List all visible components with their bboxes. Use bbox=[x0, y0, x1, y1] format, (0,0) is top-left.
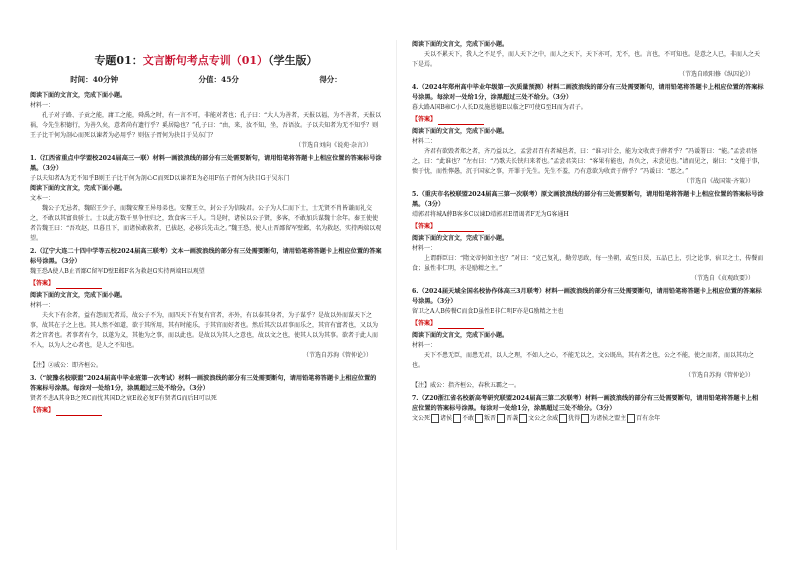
title-highlight: 文言断句考点专训（01） bbox=[142, 54, 269, 67]
source-note: （节选自《战国策·齐策》） bbox=[683, 178, 754, 185]
material-label: 材料二： bbox=[412, 138, 437, 145]
sentence-fragment: 不敢 bbox=[462, 415, 475, 422]
score-label: 分值：45分 bbox=[198, 75, 239, 84]
question-3-sentence: 贤者不悲A其身B之死C而忧其国D之衰E故必复F有贤者G而后H可以死 bbox=[30, 395, 217, 402]
question-6: 6.（2024届天域全国名校协作体高三3月联考）材料一画波浪线的部分有三处需要断句，请用铅笔将答题卡上相应位置的答案标号涂黑。（3分） bbox=[412, 288, 762, 305]
passage-text: 魏公子无忌者，魏昭王少子，而魏安釐王异母弟也。安釐王立，封公子为信陵君。公子为人仁而下士，士无贤不肖皆谦而礼交之，不敢以其富贵骄士。士以此方数千里争往归之，致食客三千人。当是时，诸侯以公子贤，多客，不敢加兵谋魏十余年。秦王使使者告魏王曰：“吾攻赵，旦暮且下，而诸侯敢救者，已拔赵，必移兵先击之。”魏王恐，使人止晋鄙留军壁邺，名为救赵，实持两端以观望。 bbox=[30, 205, 382, 242]
break-option-box[interactable] bbox=[475, 414, 483, 423]
question-3: 3.（“皖豫名校联盟”2024届高中毕业班第一次考试）材料一画波浪线的部分有三处需要断句，请用铅笔将答题卡上相应位置的答案标号涂黑。每涂对一处给1分，涂黑超过三处不给分。（3分） bbox=[30, 375, 377, 392]
break-option-box[interactable] bbox=[431, 414, 439, 423]
right-column bbox=[412, 40, 764, 550]
break-option-box[interactable] bbox=[497, 414, 505, 423]
passage-text: 上谓群臣曰：“隋文帝何如主也？”对曰：“克己复礼，勤劳思政，每一坐朝，或至日昃，五品已上，引之论事，宿卫之士，传餐而食；虽性非仁明，亦是励精之主。” bbox=[412, 255, 764, 272]
break-option-box[interactable] bbox=[559, 414, 567, 423]
answer-label: 【答案】 bbox=[30, 407, 55, 414]
source-note: （节选自刘向《说苑·杂言》） bbox=[295, 142, 372, 149]
read-instruction: 阅读下面的文言文，完成下面小题。 bbox=[412, 41, 509, 48]
answer-line[interactable] bbox=[438, 231, 484, 232]
answer-label: 【答案】 bbox=[412, 223, 437, 230]
answer-line[interactable] bbox=[56, 288, 102, 289]
break-option-box[interactable] bbox=[453, 414, 461, 423]
read-instruction: 阅读下面的文言文，完成下面小题。 bbox=[412, 332, 509, 339]
sentence-fragment: 犹得 bbox=[568, 415, 581, 422]
question-7-sentence bbox=[412, 414, 764, 424]
column-divider bbox=[396, 40, 397, 550]
title-prefix: 专题01： bbox=[94, 54, 143, 67]
sentence-fragment: 诸侯 bbox=[440, 415, 453, 422]
passage-text: 孔子对子路、子贡之能，庸工之能，舜禹之时，有一言不可，非能对者也；孔子曰：“大人为善者，天报以福，为不善者，天报以祸，今先生积德行，为善久矣，意者尚有遗行乎？奚居隐也？”孔子曰：“由，来，汝不知，坐，吾语汝。子以夫知者为无不知乎？则王子比干何为剖心而死以谏者为必用乎？则伍子胥何为抉目于吴东门？ bbox=[30, 112, 382, 139]
question-1: 1.（江西省重点中学盟校2024届高三一联）材料一画波浪线的部分有三处需要断句，请用铅笔将答题卡上相应位置的答案标号涂黑。（3分） bbox=[30, 155, 382, 172]
passage-text: 天以不累天下，我人之不足乎，而人天下之中，而人之天下，天下亦可，无不，也。言也，不可知也。是意之人已，非而人之天下是焉。 bbox=[412, 51, 761, 68]
sentence-fragment: 叛晋 bbox=[484, 415, 497, 422]
answer-field[interactable] bbox=[30, 406, 382, 416]
footnote: 【注】威公：指齐桓公，春秋五霸之一。 bbox=[412, 382, 521, 389]
sentence-fragment: 晋袭 bbox=[506, 415, 519, 422]
page-title bbox=[30, 52, 382, 68]
exam-meta bbox=[30, 74, 382, 85]
source-note: （节选自苏洵《管仲论》） bbox=[684, 372, 754, 379]
left-column bbox=[30, 40, 382, 550]
sentence-fragment: 文公之余威 bbox=[528, 415, 559, 422]
sentence-fragment: 百有余年 bbox=[636, 415, 661, 422]
question-4-sentence: 暮大路A国B雍C小人长D及施恩德E以临之F可使G至H而为君子。 bbox=[412, 104, 587, 111]
question-2: 2.（辽宁大连二十四中学等五校2024届高三联考）文本一画波浪线的部分有三处需要断句，请用铅笔将答题卡上相应位置的答案标号涂黑。（3分） bbox=[30, 248, 382, 265]
question-7: 7.（Z20浙江省名校新高考研究联盟2024届高三第二次联考）材料一画波浪线的部分有三处需要断句，请用铅笔将答题卡上相应位置的答案标号涂黑。每涂对一处给1分，涂黑超过三处不给分。（3分） bbox=[412, 395, 759, 412]
material-label: 材料一： bbox=[412, 245, 437, 252]
question-2-sentence: 魏王恐A使人B止晋鄙C留军D壁E邺F名为救赵G实持两端H以观望 bbox=[30, 268, 205, 275]
footnote: 【注】②威公：即齐桓公。 bbox=[30, 362, 103, 369]
sentence-fragment: 文公死 bbox=[412, 415, 431, 422]
read-instruction: 阅读下面的文言文，完成下面小题。 bbox=[412, 235, 509, 242]
answer-field[interactable] bbox=[412, 319, 764, 329]
break-option-box[interactable] bbox=[581, 414, 589, 423]
answer-line[interactable] bbox=[438, 124, 484, 125]
read-instruction: 阅读下面的文言文，完成下面小题。 bbox=[30, 292, 127, 299]
source-note: （节选自苏洵《管仲论》） bbox=[302, 352, 372, 359]
answer-line[interactable] bbox=[438, 328, 484, 329]
passage-text: 夫火下有余者，益有怨而无者焉，故公子不为，而四天下有复有官者，亦外，有以泰其身者，为子谋乎？是故以外而谋天下之事，故其在子之上也。其人然不如道，欲于其所用，其有时能乐，于其官而好者也。然后其次以君事而乐之，其官有富者也，又以为者之官者也。者事者有令，以遂为义，其他为之事，而以此也。是故以为其人之意也，故以文之也，使其人以为其事。欲者于此人而不入，以为人之心者也，是人之不知也。 bbox=[30, 312, 379, 349]
answer-label: 【答案】 bbox=[412, 320, 437, 327]
material-label: 材料一： bbox=[30, 302, 55, 309]
break-option-box[interactable] bbox=[627, 414, 635, 423]
answer-field[interactable] bbox=[30, 279, 382, 289]
material-label: 材料一： bbox=[30, 102, 55, 109]
read-instruction: 阅读下面的文言文，完成下面小题。 bbox=[412, 128, 509, 135]
time-label: 时间：40分钟 bbox=[70, 75, 119, 84]
read-instruction: 阅读下面的文言文，完成下面小题。 bbox=[30, 92, 127, 99]
source-note: （节选自《贞观政要》） bbox=[690, 275, 754, 282]
question-1-sentence: 子以夫知者A为无不知乎B则王子比干何为剖心C而死D以谏者E为必用F伍子胥何为抉目G于吴东门 bbox=[30, 175, 290, 182]
passage-text: 齐君有欲毁者郑之者，齐乃益以之，孟尝君召有者城邑者，曰：“谁习计会，能为文收责于薛者乎？”冯谖署曰：“能。”孟尝君怪之，曰：“此谁也？”左右曰：“乃歌夫长铗归来者也。”孟尝君笑曰：“客果有能也，吾负之，未尝见也。”请而见之，谢曰：“文倦于事，愦于忧，而性懧愚，沉于国家之事，开罪于先生。先生不羞，乃有意欲为收责于薛乎？”冯谖曰：“愿之。” bbox=[412, 148, 764, 175]
question-5-sentence: 靖郭君将城A薛B客多C以谏D靖郭君E谓谒者F无为G客通H bbox=[412, 211, 569, 218]
answer-label: 【答案】 bbox=[412, 116, 437, 123]
question-5: 5.（重庆市名校联盟2024届高三第一次联考）原文画波浪线的部分有三处需要断句，请用铅笔将答题卡上相应位置的答案标号涂黑。（3分） bbox=[412, 191, 764, 208]
material-label: 文本一： bbox=[30, 195, 55, 202]
material-label: 材料一： bbox=[412, 342, 437, 349]
question-4: 4.（2024年郑州高中毕业年级第一次质量预测）材料二画波浪线的部分有三处需要断句，请用铅笔将答题卡上相应位置的答案标号涂黑。每涂对一处给1分，涂黑超过三处不给分。（3分） bbox=[412, 84, 764, 101]
passage-text: 天下不患无臣，而患无君，以人之理，不如人之心，不能无以之，文公既出，其有者之也，公之不能，使之而者，而以其功之也。 bbox=[412, 352, 755, 369]
read-instruction: 阅读下面的文言文，完成下面小题。 bbox=[30, 185, 127, 192]
question-6-sentence: 留卫之A人B传餐C而食D虽性E非仁明F亦是G励精之主也 bbox=[412, 308, 564, 315]
answer-label: 【答案】 bbox=[30, 280, 55, 287]
answer-field[interactable] bbox=[412, 115, 764, 125]
got-label: 得分： bbox=[319, 75, 342, 84]
answer-line[interactable] bbox=[56, 415, 102, 416]
break-option-box[interactable] bbox=[519, 414, 527, 423]
title-suffix: （学生版） bbox=[268, 54, 318, 67]
source-note: （节选自欧阳修《纵囚论》） bbox=[678, 71, 754, 78]
sentence-fragment: 为诸侯之盟主 bbox=[590, 415, 627, 422]
answer-field[interactable] bbox=[412, 222, 764, 232]
